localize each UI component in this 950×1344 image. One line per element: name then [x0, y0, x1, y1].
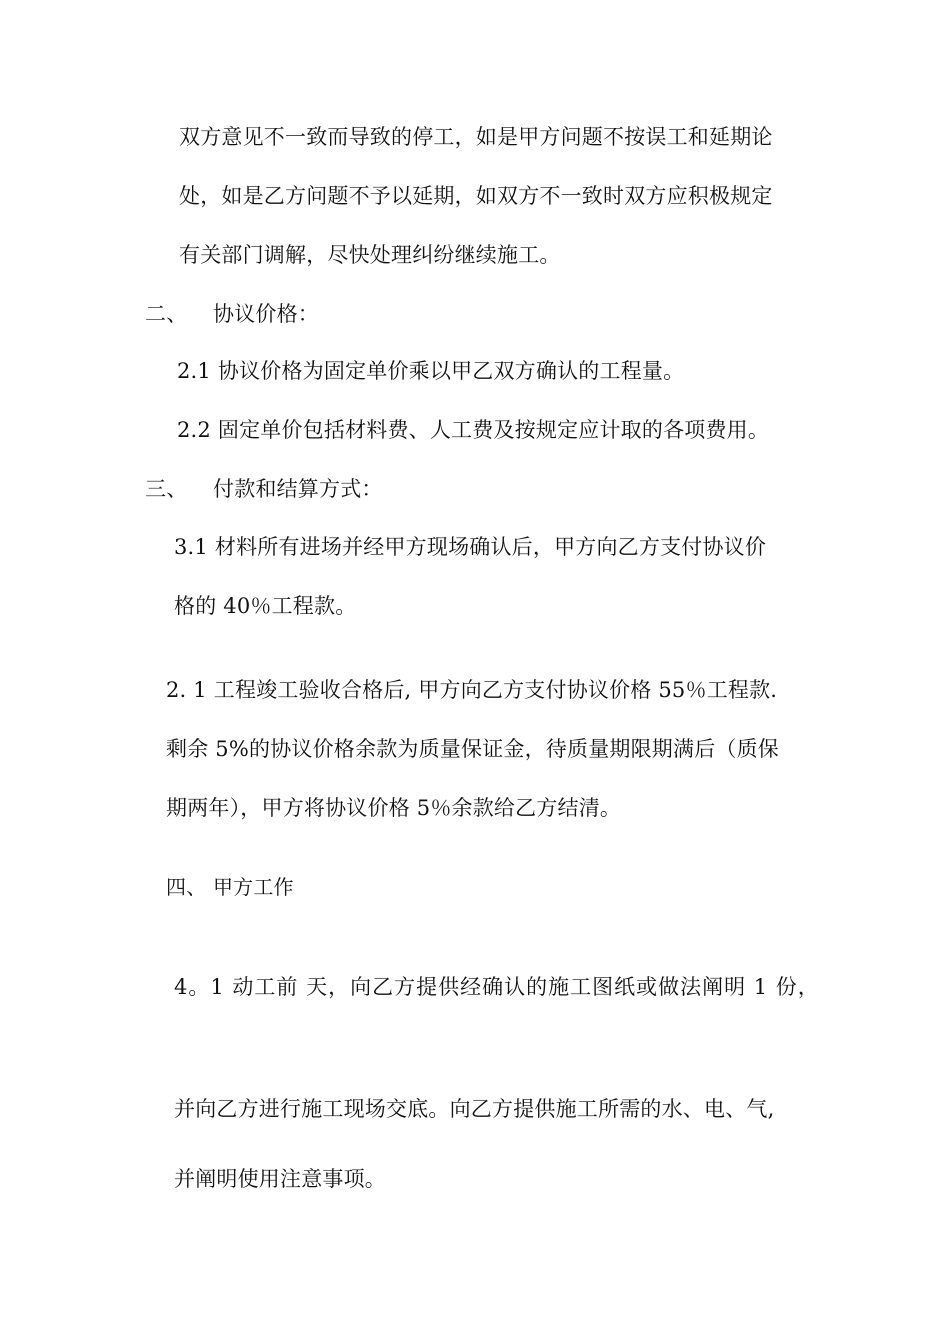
section-2-item-1: 2.1 协议价格为固定单价乘以甲乙双方确认的工程量。 [177, 359, 685, 383]
section-2-heading [145, 300, 319, 328]
section-2-number: 二、 [145, 302, 188, 326]
intro-line-1: 双方意见不一致而导致的停工，如是甲方问题不按误工和延期论 [179, 125, 773, 149]
section-3-heading [145, 475, 383, 503]
section-3-number: 三、 [145, 477, 188, 501]
section-2-item-2: 2.2 固定单价包括材料费、人工费及按规定应计取的各项费用。 [177, 418, 770, 442]
section-3-item-1-line-2: 格的 40％工程款。 [174, 594, 357, 618]
section-4-item-1-line-1: 4。1 动工前 天，向乙方提供经确认的施工图纸或做法阐明 1 份， [174, 975, 820, 999]
section-2-title: 协议价格： [213, 302, 319, 326]
intro-line-2: 处，如是乙方问题不予以延期，如双方不一致时双方应积极规定 [179, 184, 773, 208]
section-3-item-1-line-1: 3.1 材料所有进场并经甲方现场确认后，甲方向乙方支付协议价 [174, 535, 767, 559]
section-4-heading: 四、 甲方工作 [166, 875, 294, 899]
section-3-item-2-line-3: 期两年），甲方将协议价格 5％余款给乙方结清。 [166, 796, 622, 820]
section-4-item-1-line-2: 并向乙方进行施工现场交底。向乙方提供施工所需的水、电、气, [174, 1097, 775, 1121]
section-3-title: 付款和结算方式： [213, 477, 383, 501]
section-3-item-2-line-1: 2. 1 工程竣工验收合格后, 甲方向乙方支付协议价格 55％工程款. [166, 678, 778, 702]
section-4-item-1-line-3: 并阐明使用注意事项。 [174, 1167, 386, 1191]
intro-line-3: 有关部门调解，尽快处理纠纷继续施工。 [179, 243, 561, 267]
section-3-item-2-line-2: 剩余 5%的协议价格余款为质量保证金，待质量期限期满后（质保 [166, 737, 779, 761]
